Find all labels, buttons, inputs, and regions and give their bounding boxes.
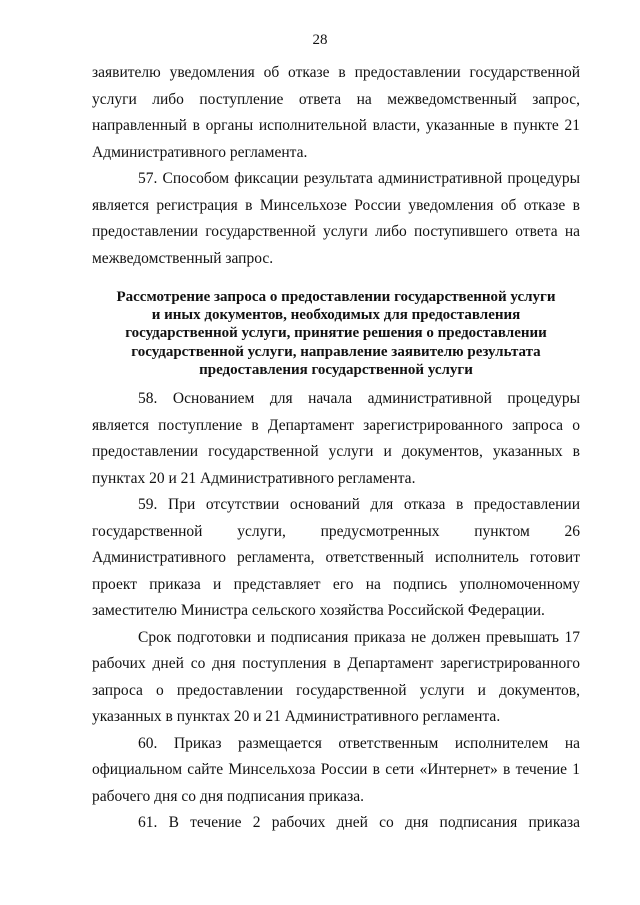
paragraph-deadline: Срок подготовки и подписания приказа не должен превышать 17 рабочих дней со дня поступления в Департамент зарегистрированного запроса о предоставлении государственной услуги и документов, указанных в пунктах 20 и 21 Административного регламента.: [92, 628, 580, 725]
paragraph-57: 57. Способом фиксации результата административной процедуры является регистрация в Минсельхозе России уведомления об отказе в предоставлении государственной услуги либо поступившего ответа на межведомственный запрос.: [92, 170, 580, 267]
heading-line: и иных документов, необходимых для предоставления: [151, 307, 521, 324]
text-block-bottom: [92, 386, 580, 837]
page-number: 28: [312, 32, 328, 48]
paragraph-60: 60. Приказ размещается ответственным исполнителем на официальном сайте Минсельхоза России в сети «Интернет» в течение 1 рабочего дня со дня подписания приказа.: [92, 734, 580, 805]
heading-line: предоставления государственной услуги: [199, 361, 473, 378]
text-block-top: [92, 60, 580, 272]
heading-line: Рассмотрение запроса о предоставлении государственной услуги: [116, 289, 556, 305]
paragraph-continuation: заявителю уведомления об отказе в предоставлении государственной услуги либо поступление ответа на межведомственный запрос, направленный в органы исполнительной власти, указанные в пункте 21 Административного регламента.: [92, 64, 580, 161]
heading-line: государственной услуги, принятие решения о предоставлении: [125, 325, 547, 342]
paragraph-61: 61. В течение 2 рабочих дней со дня подписания приказа: [138, 814, 580, 831]
section-heading: [92, 288, 580, 379]
paragraph-59: 59. При отсутствии оснований для отказа в предоставлении государственной услуги, предусмотренных пунктом 26 Административного регламента, ответственный исполнитель готовит проект приказа и представляет его на подпись уполномоченному заместителю Министра сельского хозяйства Российской Федерации.: [92, 496, 580, 619]
paragraph-58: 58. Основанием для начала административной процедуры является поступление в Департамент зарегистрированного запроса о предоставлении государственной услуги и документов, указанных в пунктах 20 и 21 Административного регламента.: [92, 390, 580, 487]
heading-line: государственной услуги, направление заявителю результата: [131, 343, 541, 360]
